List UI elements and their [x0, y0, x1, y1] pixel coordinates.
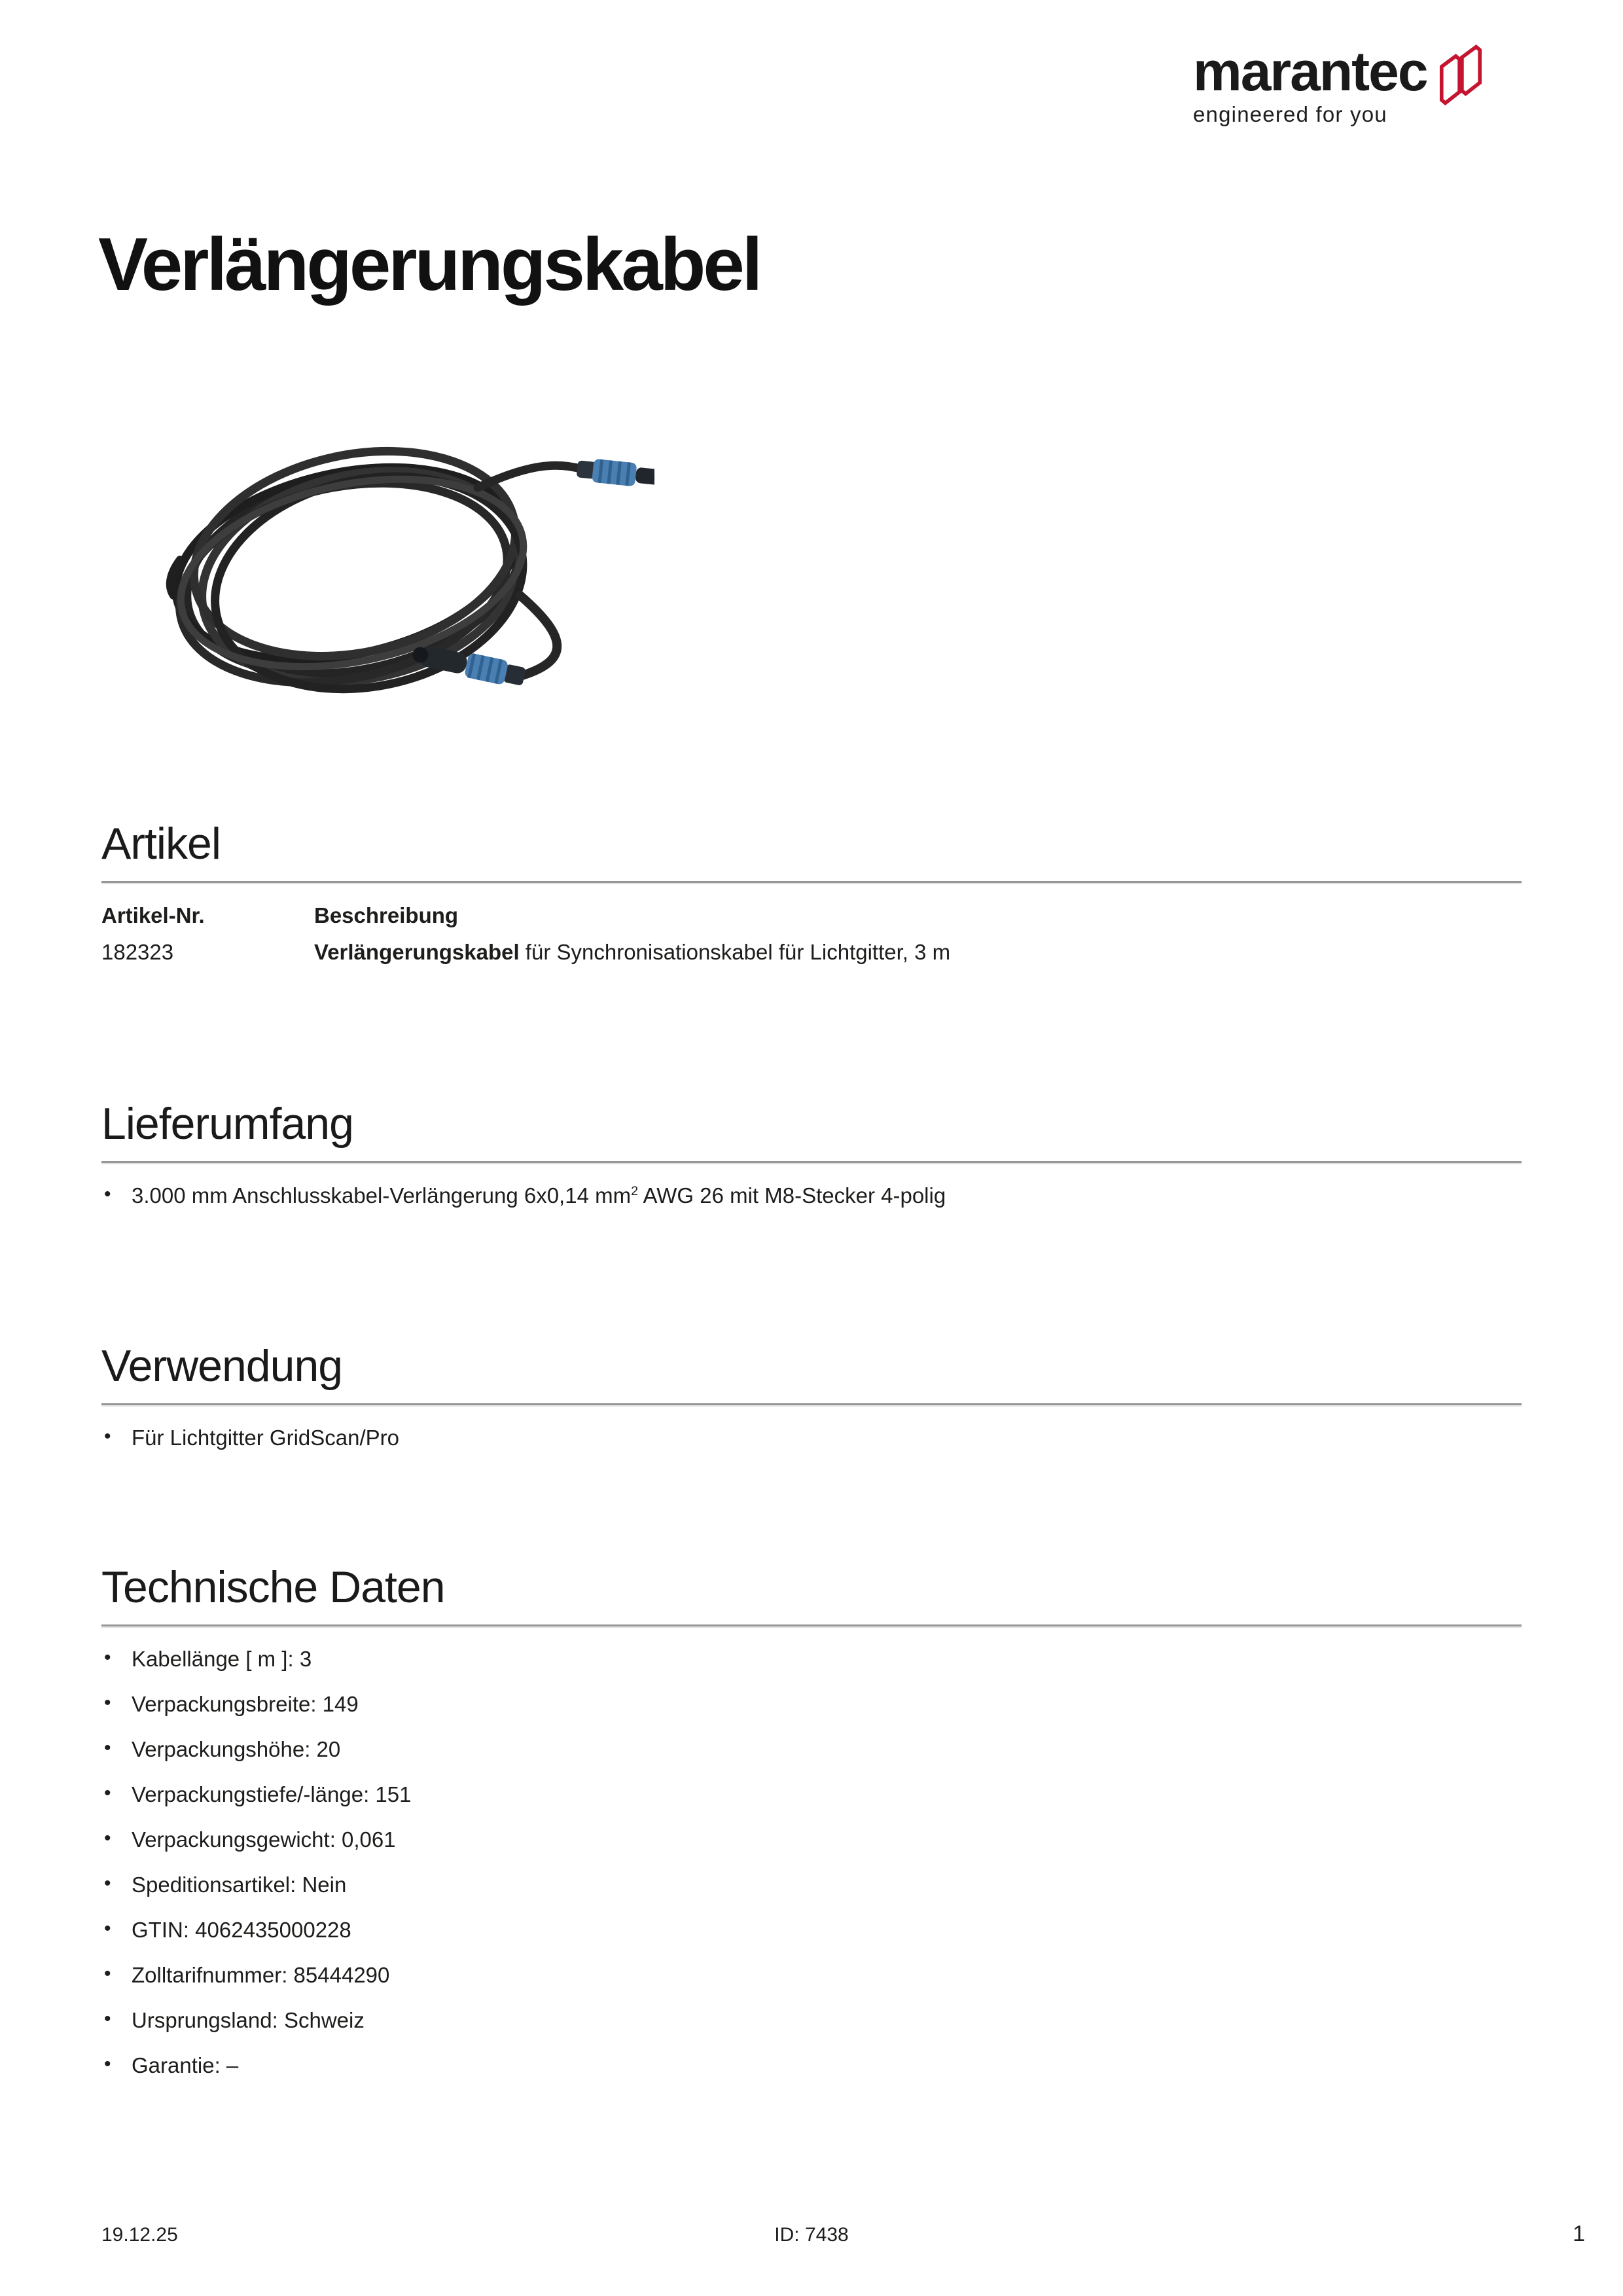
tech-spec-item	[101, 1961, 1522, 1990]
section-divider	[101, 1403, 1522, 1407]
tech-spec-item	[101, 2006, 1522, 2035]
tech-spec-item	[101, 1916, 1522, 1945]
list-item	[101, 1181, 1522, 1210]
item-text: Kabellänge [ m ]: 3	[132, 1647, 312, 1672]
article-description-cell	[314, 938, 1522, 967]
product-photo	[101, 363, 654, 733]
item-text: AWG 26 mit M8-Stecker 4-polig	[638, 1183, 946, 1208]
item-text: Verpackungstiefe/-länge: 151	[132, 1782, 412, 1807]
bullet-icon: •	[104, 2008, 111, 2030]
section-heading-artikel: Artikel	[101, 819, 221, 869]
footer-date: 19.12.25	[101, 2224, 178, 2246]
bullet-icon: •	[104, 1647, 111, 1669]
bullet-icon: •	[104, 1827, 111, 1850]
item-text: Zolltarifnummer: 85444290	[132, 1963, 390, 1988]
item-text: 3.000 mm Anschlusskabel-Verlängerung 6x0,14 mm	[132, 1183, 632, 1208]
tech-spec-list	[101, 1645, 1522, 2080]
section-lieferumfang	[101, 1098, 1522, 1210]
bullet-icon: •	[104, 1873, 111, 1895]
list-item	[101, 1424, 1522, 1452]
brand-wordmark: marantec	[1193, 41, 1427, 102]
marantec-logo	[1193, 41, 1482, 127]
footer-document-id: ID: 7438	[774, 2224, 849, 2246]
description-product-name: Verlängerungskabel	[314, 940, 520, 965]
bullet-icon: •	[104, 1918, 111, 1940]
section-heading-verwendung: Verwendung	[101, 1341, 343, 1391]
column-header-artikel-nr: Artikel-Nr.	[101, 903, 205, 928]
bullet-icon: •	[104, 2053, 111, 2075]
item-text: Speditionsartikel: Nein	[132, 1873, 347, 1897]
tech-spec-item	[101, 1735, 1522, 1764]
section-heading-lieferumfang: Lieferumfang	[101, 1099, 353, 1149]
section-artikel	[101, 818, 1522, 967]
item-text: Verpackungsbreite: 149	[132, 1692, 359, 1717]
tech-spec-item	[101, 1825, 1522, 1854]
marantec-door-panels-icon	[1439, 43, 1482, 107]
bullet-icon: •	[104, 1737, 111, 1759]
cable-illustration	[101, 363, 654, 733]
tech-spec-item	[101, 1645, 1522, 1674]
lieferumfang-list	[101, 1181, 1522, 1210]
bullet-icon: •	[104, 1963, 111, 1985]
bullet-icon: •	[104, 1183, 111, 1206]
superscript: 2	[631, 1184, 639, 1199]
page-title: Verlängerungskabel	[98, 223, 760, 307]
description-detail: für Synchronisationskabel für Lichtgitter, 3 m	[519, 940, 951, 965]
item-text: Ursprungsland: Schweiz	[132, 2008, 365, 2033]
section-technische-daten	[101, 1562, 1522, 2096]
bullet-icon: •	[104, 1692, 111, 1714]
item-text: Garantie: –	[132, 2053, 239, 2078]
bullet-icon: •	[104, 1782, 111, 1804]
tech-spec-item	[101, 1690, 1522, 1719]
section-divider	[101, 1161, 1522, 1164]
tech-spec-item	[101, 2051, 1522, 2080]
verwendung-list	[101, 1424, 1522, 1452]
section-verwendung	[101, 1340, 1522, 1452]
article-table	[101, 901, 1522, 967]
section-divider	[101, 881, 1522, 884]
article-number-cell: 182323	[101, 940, 174, 965]
column-header-beschreibung: Beschreibung	[314, 903, 459, 928]
item-text: Für Lichtgitter GridScan/Pro	[132, 1426, 399, 1450]
footer-page-number: 1	[1573, 2221, 1585, 2246]
tech-spec-item	[101, 1871, 1522, 1899]
item-text: GTIN: 4062435000228	[132, 1918, 351, 1943]
section-heading-technische-daten: Technische Daten	[101, 1562, 445, 1612]
item-text: Verpackungshöhe: 20	[132, 1737, 341, 1762]
tech-spec-item	[101, 1780, 1522, 1809]
bullet-icon: •	[104, 1426, 111, 1448]
brand-tagline: engineered for you	[1193, 101, 1387, 126]
item-text: Verpackungsgewicht: 0,061	[132, 1827, 396, 1852]
section-divider	[101, 1624, 1522, 1628]
